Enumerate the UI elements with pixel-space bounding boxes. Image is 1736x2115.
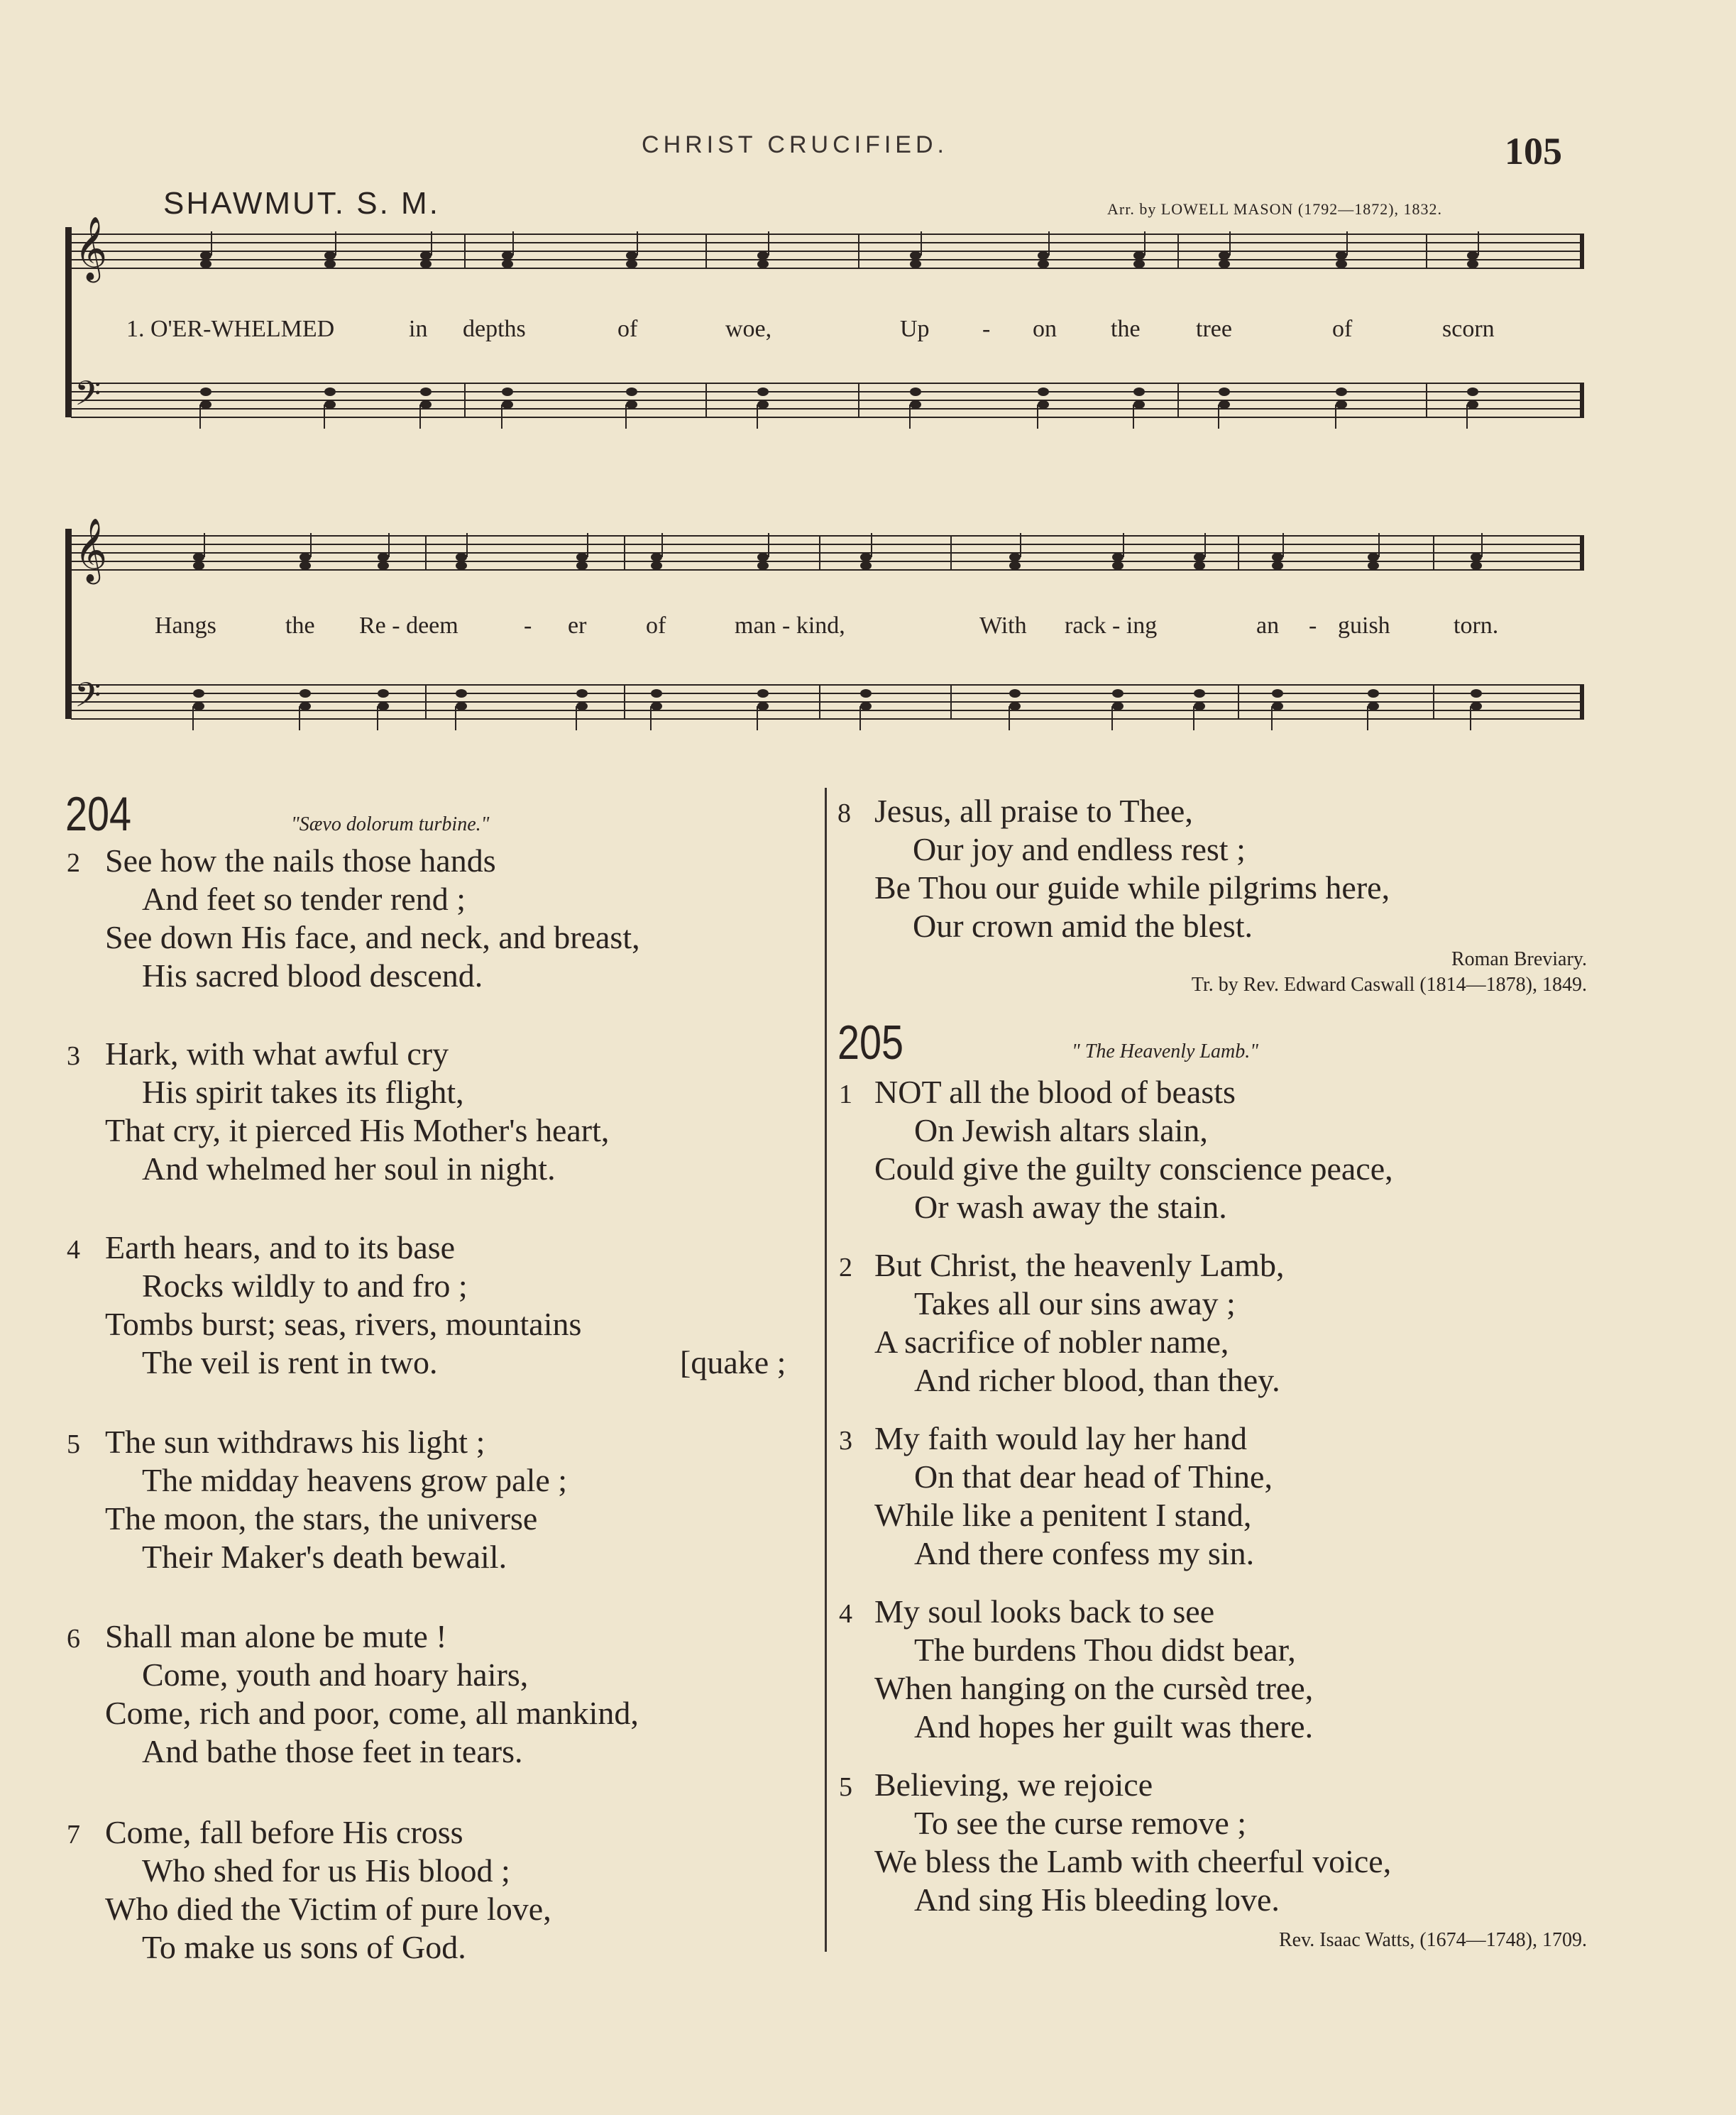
bass-note <box>324 388 336 396</box>
verse-line: On Jewish altars slain, <box>914 1112 1208 1148</box>
treble-note <box>420 260 432 268</box>
treble-note <box>1112 561 1124 570</box>
verse-line: See down His face, and neck, and breast, <box>105 919 640 955</box>
verse-line: On that dear head of Thine, <box>914 1458 1273 1495</box>
lyric-syllable: Re - deem <box>359 612 458 639</box>
bass-note <box>1336 400 1347 409</box>
treble-note <box>1194 553 1205 561</box>
treble-note <box>1009 553 1021 561</box>
treble-note <box>910 251 921 260</box>
treble-note <box>1038 260 1049 268</box>
verse-line: And hopes her guilt was there. <box>914 1708 1314 1745</box>
lyric-syllable: guish <box>1338 612 1390 639</box>
bass-note <box>502 388 513 396</box>
verse-line: Rocks wildly to and fro ; <box>142 1268 468 1304</box>
lyric-syllable: of <box>646 612 666 639</box>
treble-note <box>910 260 921 268</box>
bass-note <box>200 388 211 396</box>
verse-number: 3 <box>839 1426 852 1456</box>
treble-note <box>1471 553 1482 561</box>
bass-note <box>1133 400 1145 409</box>
bass-note <box>1368 702 1379 710</box>
treble-clef-1: 𝄞 <box>75 216 108 280</box>
lyric-syllable: an <box>1256 612 1280 639</box>
bass-note <box>757 388 769 396</box>
lyric-syllable: With <box>979 612 1027 639</box>
lyric-syllable: tree <box>1196 316 1232 342</box>
verse-line: And there confess my sin. <box>914 1535 1255 1571</box>
verse-line: And bathe those feet in tears. <box>142 1733 523 1769</box>
bass-note <box>910 400 921 409</box>
verse-line: Come, youth and hoary hairs, <box>142 1657 529 1693</box>
bass-note <box>757 702 769 710</box>
final-barline <box>1580 383 1584 417</box>
treble-note <box>651 561 662 570</box>
verse-line: That cry, it pierced His Mother's heart, <box>105 1112 610 1148</box>
verse-line: Or wash away the stain. <box>914 1189 1227 1225</box>
verse-line: Earth hears, and to its base <box>105 1229 456 1265</box>
bass-note <box>1038 388 1049 396</box>
bass-note <box>1009 702 1021 710</box>
bass-note <box>456 689 467 698</box>
verse-number: 6 <box>67 1624 80 1654</box>
treble-note <box>757 553 769 561</box>
bass-note <box>1219 388 1230 396</box>
treble-note <box>651 553 662 561</box>
hymn-204-source: Roman Breviary. <box>1451 948 1587 970</box>
verse-line: Believing, we rejoice <box>874 1767 1153 1803</box>
lyric-syllable: of <box>1332 316 1353 342</box>
treble-note <box>1471 561 1482 570</box>
lyric-syllable: the <box>1111 316 1141 342</box>
bass-note <box>1467 400 1478 409</box>
bass-note <box>1112 689 1124 698</box>
verse-number: 4 <box>839 1599 852 1629</box>
treble-note <box>1368 561 1379 570</box>
tune-arranger: Arr. by LOWELL MASON (1792—1872), 1832. <box>1107 200 1443 218</box>
tune-name: SHAWMUT. S. M. <box>163 186 440 221</box>
bass-note <box>1336 388 1347 396</box>
hymn-204-number: 204 <box>65 787 132 841</box>
treble-note <box>200 260 211 268</box>
treble-note <box>1133 251 1145 260</box>
treble-note <box>626 251 637 260</box>
treble-note <box>378 561 389 570</box>
bass-note <box>502 400 513 409</box>
hymn-204-latin-title: "Sævo dolorum turbine." <box>291 813 490 835</box>
lyric-syllable: of <box>617 316 638 342</box>
bass-note <box>1009 689 1021 698</box>
page-number: 105 <box>1505 130 1562 172</box>
verse-line: My soul looks back to see <box>874 1593 1215 1630</box>
lyric-syllable: er <box>568 612 587 639</box>
bass-note <box>1471 689 1482 698</box>
treble-note <box>502 251 513 260</box>
treble-note <box>1368 553 1379 561</box>
lyric-syllable: Up <box>900 316 930 342</box>
treble-note <box>626 260 637 268</box>
treble-note <box>1219 260 1230 268</box>
verse-line: Could give the guilty conscience peace, <box>874 1150 1393 1187</box>
treble-note <box>576 553 588 561</box>
treble-note <box>502 260 513 268</box>
treble-note <box>193 553 204 561</box>
verse-line: Jesus, all praise to Thee, <box>874 793 1193 829</box>
treble-note <box>378 553 389 561</box>
lyric-syllable: 1. O'ER-WHELMED <box>126 316 335 342</box>
treble-note <box>1272 553 1283 561</box>
bass-note <box>626 388 637 396</box>
treble-note <box>1336 260 1347 268</box>
verse-line: The midday heavens grow pale ; <box>142 1462 568 1498</box>
bass-note <box>910 388 921 396</box>
bass-note <box>1471 702 1482 710</box>
verse-number: 3 <box>67 1041 80 1071</box>
bass-note <box>300 689 311 698</box>
bass-clef-2: 𝄢 <box>75 675 101 723</box>
bass-note <box>456 702 467 710</box>
treble-note <box>576 561 588 570</box>
final-barline <box>1580 536 1584 570</box>
lyric-syllable: in <box>409 316 428 342</box>
system-brace-1 <box>65 227 72 417</box>
verse-line: Our crown amid the blest. <box>913 908 1253 944</box>
treble-note <box>1009 561 1021 570</box>
verse-line: And sing His bleeding love. <box>914 1881 1280 1918</box>
treble-note <box>1038 251 1049 260</box>
verse-line: When hanging on the cursèd tree, <box>874 1670 1314 1706</box>
bass-note <box>378 702 389 710</box>
verse-overflow: [quake ; <box>680 1344 786 1380</box>
lyric-syllable: rack - ing <box>1065 612 1158 639</box>
treble-note <box>1467 260 1478 268</box>
verse-line: The moon, the stars, the universe <box>105 1500 538 1537</box>
system-brace-2 <box>65 529 72 719</box>
bass-note <box>1038 400 1049 409</box>
bass-note <box>1368 689 1379 698</box>
verse-line: His sacred blood descend. <box>142 957 483 994</box>
verse-line: Our joy and endless rest ; <box>913 831 1246 867</box>
treble-note <box>757 260 769 268</box>
verse-line: And feet so tender rend ; <box>142 881 466 917</box>
hymn-205-title: " The Heavenly Lamb." <box>1072 1040 1259 1062</box>
verse-line: Be Thou our guide while pilgrims here, <box>874 869 1390 906</box>
hymn-205-number: 205 <box>837 1016 904 1070</box>
lyric-syllable: Hangs <box>155 612 216 639</box>
treble-note <box>1112 553 1124 561</box>
running-head: CHRIST CRUCIFIED. <box>642 131 948 158</box>
verse-line: Their Maker's death bewail. <box>142 1539 507 1575</box>
treble-note <box>1133 260 1145 268</box>
treble-note <box>200 251 211 260</box>
verse-number: 1 <box>839 1080 852 1109</box>
verse-line: While like a penitent I stand, <box>874 1497 1252 1533</box>
verse-line: We bless the Lamb with cheerful voice, <box>874 1843 1392 1879</box>
lyric-syllable: on <box>1033 316 1057 342</box>
verse-number: 4 <box>67 1235 80 1265</box>
bass-note <box>420 400 432 409</box>
verse-line: My faith would lay her hand <box>874 1420 1248 1456</box>
verse-line: Takes all our sins away ; <box>914 1285 1236 1322</box>
verse-line: Tombs burst; seas, rivers, mountains <box>105 1306 582 1342</box>
treble-note <box>420 251 432 260</box>
bass-note <box>860 689 872 698</box>
treble-note <box>1467 251 1478 260</box>
bass-note <box>324 400 336 409</box>
column-divider <box>825 788 827 1952</box>
bass-note <box>193 702 204 710</box>
verse-line: A sacrifice of nobler name, <box>874 1324 1229 1360</box>
treble-note <box>1336 251 1347 260</box>
verse-line: The veil is rent in two. <box>142 1344 438 1380</box>
hymn-205-author: Rev. Isaac Watts, (1674—1748), 1709. <box>1279 1929 1587 1951</box>
lyric-syllable: - <box>1309 612 1317 639</box>
bass-note <box>1272 689 1283 698</box>
verse-line: Shall man alone be mute ! <box>105 1618 447 1654</box>
bass-note <box>420 388 432 396</box>
verse-number: 8 <box>837 798 851 828</box>
verse-line: And richer blood, than they. <box>914 1362 1280 1398</box>
verse-number: 7 <box>67 1820 80 1850</box>
verse-line: Come, fall before His cross <box>105 1814 463 1850</box>
lyric-syllable: torn. <box>1454 612 1499 639</box>
verse-number: 2 <box>839 1253 852 1282</box>
verse-line: Hark, with what awful cry <box>105 1035 449 1072</box>
verse-line: And whelmed her soul in night. <box>142 1150 556 1187</box>
bass-note <box>378 689 389 698</box>
treble-note <box>1272 561 1283 570</box>
bass-note <box>626 400 637 409</box>
bass-note <box>200 400 211 409</box>
bass-note <box>1272 702 1283 710</box>
final-barline <box>1580 685 1584 719</box>
verse-number: 5 <box>839 1772 852 1802</box>
lyric-syllable: man - kind, <box>735 612 845 639</box>
bass-note <box>1194 702 1205 710</box>
treble-note <box>1194 561 1205 570</box>
hymn-204-translator: Tr. by Rev. Edward Caswall (1814—1878), 1849. <box>1191 974 1587 996</box>
treble-note <box>324 260 336 268</box>
verse-number: 5 <box>67 1429 80 1459</box>
bass-note <box>757 400 769 409</box>
treble-note <box>1219 251 1230 260</box>
bass-note <box>300 702 311 710</box>
verse-line: To make us sons of God. <box>142 1929 466 1965</box>
treble-note <box>300 561 311 570</box>
bass-note <box>651 702 662 710</box>
bass-note <box>1467 388 1478 396</box>
lyric-syllable: - <box>524 612 532 639</box>
verse-line: His spirit takes its flight, <box>142 1074 464 1110</box>
bass-note <box>1112 702 1124 710</box>
verse-line: But Christ, the heavenly Lamb, <box>874 1247 1285 1283</box>
verse-line: The burdens Thou didst bear, <box>914 1632 1296 1668</box>
verse-line: See how the nails those hands <box>105 842 496 879</box>
treble-note <box>193 561 204 570</box>
verse-line: The sun withdraws his light ; <box>105 1424 485 1460</box>
bass-clef-1: 𝄢 <box>75 373 101 422</box>
bass-note <box>576 689 588 698</box>
bass-note <box>576 702 588 710</box>
treble-note <box>324 251 336 260</box>
bass-note <box>1133 388 1145 396</box>
bass-note <box>193 689 204 698</box>
bass-note <box>651 689 662 698</box>
treble-note <box>456 561 467 570</box>
music-score <box>0 0 1736 781</box>
lyric-syllable: woe, <box>725 316 772 342</box>
verse-line: Who died the Victim of pure love, <box>105 1891 551 1927</box>
bass-note <box>860 702 872 710</box>
treble-note <box>300 553 311 561</box>
treble-clef-2: 𝄞 <box>75 518 108 582</box>
treble-note <box>757 251 769 260</box>
final-barline <box>1580 234 1584 268</box>
verse-line: Come, rich and poor, come, all mankind, <box>105 1695 639 1731</box>
bass-note <box>757 689 769 698</box>
verse-line: To see the curse remove ; <box>914 1805 1247 1841</box>
verse-line: Who shed for us His blood ; <box>142 1852 510 1889</box>
lyric-syllable: the <box>285 612 315 639</box>
bass-note <box>1194 689 1205 698</box>
verse-line: NOT all the blood of beasts <box>874 1074 1236 1110</box>
lyric-syllable: scorn <box>1442 316 1495 342</box>
bass-note <box>1219 400 1230 409</box>
treble-note <box>860 561 872 570</box>
treble-note <box>757 561 769 570</box>
lyric-syllable: depths <box>463 316 526 342</box>
treble-note <box>456 553 467 561</box>
verse-number: 2 <box>67 848 80 878</box>
lyric-syllable: - <box>982 316 991 342</box>
treble-note <box>860 553 872 561</box>
